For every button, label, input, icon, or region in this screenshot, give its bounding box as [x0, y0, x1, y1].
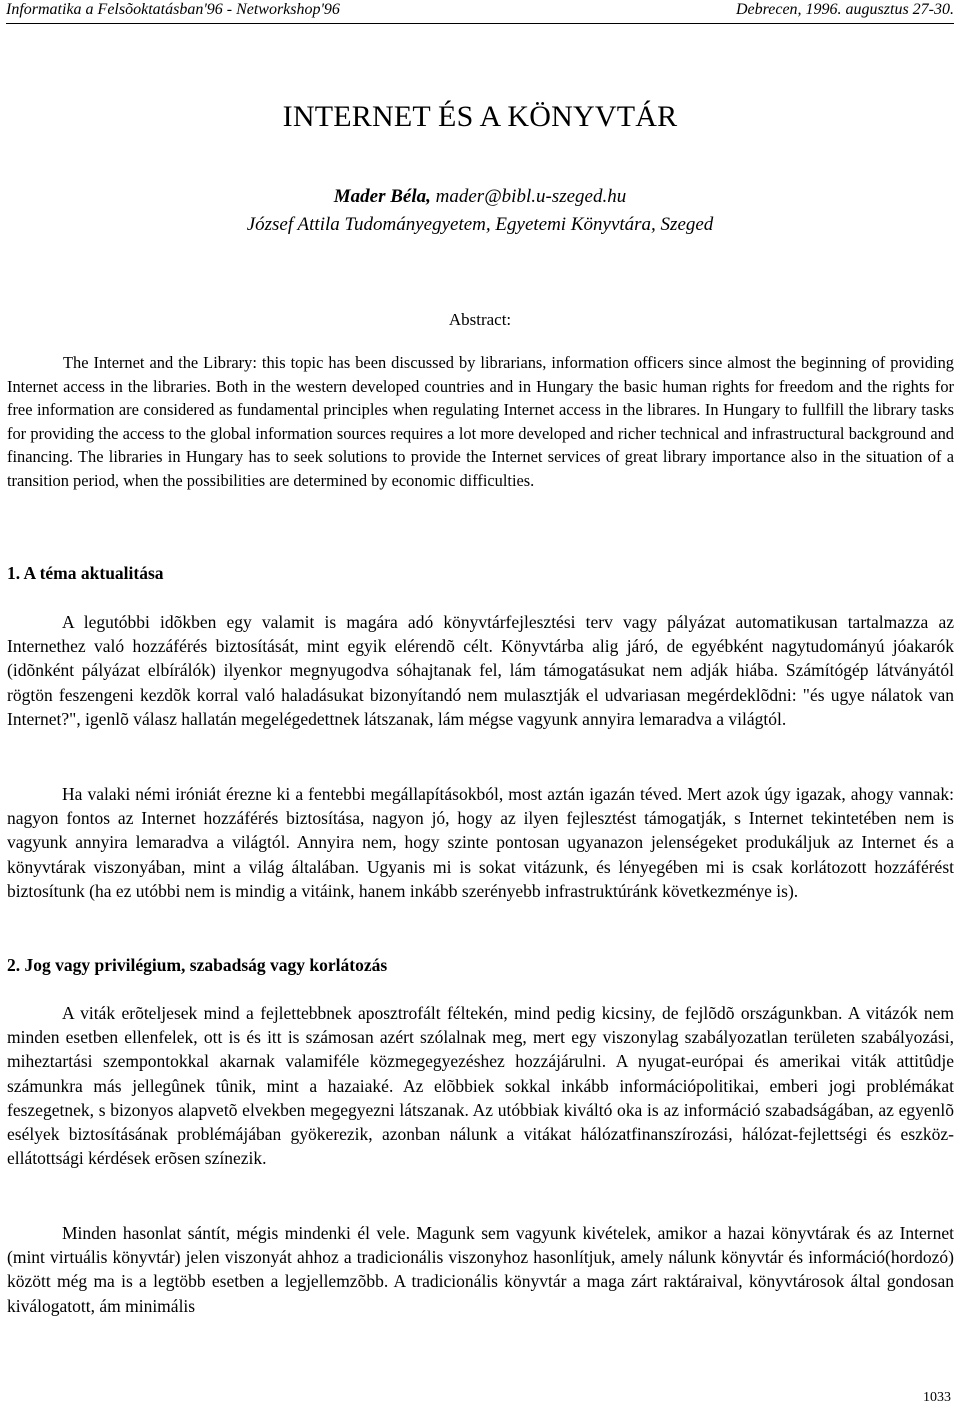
section-1-heading: 1. A téma aktualitása: [7, 563, 164, 583]
abstract-heading: Abstract:: [448, 310, 512, 329]
author-line: [0, 186, 960, 208]
abstract-text: The Internet and the Library: this topic has been discussed by librarians, information officers since almost the beginning of providing Internet access in the libraries. Both in the western developed countries and in Hungary the basic human rights for freedom and the rights for free information are considered as fundamental principles when regulating Internet access in the librares. In Hungary to fullfill the library tasks for providing the access to the global information sources requires a lot more developed and richer technical and infrastructural background and financing. The libraries in Hungary has to seek solutions to provide the Internet services of great library importance also in the situation of a transition period, when the possibilities are determined by economic difficulties.: [7, 353, 954, 490]
paper-title: INTERNET ÉS A KÖNYVTÁR: [282, 100, 678, 133]
section-2-paragraph-2: Minden hasonlat sántít, mégis mindenki él vele. Magunk sem vagyunk kivételek, amikor a hazai könyvtárak és az Internet (mint virtuális könyvtár) jelen viszonyát ahhoz a tradicionális viszonyhoz hasonlítjuk, amely nálunk könyvtár és információ(hordozó) között még ma is a legtöbb esetben a legjellemzõbb. A tradicionális könyvtár a maga zárt raktáraival, könyvtárosok által gondosan kiválogatott, ám minimális: [7, 1223, 954, 1316]
author-affiliation: József Attila Tudományegyetem, Egyetemi Könyvtára, Szeged: [246, 214, 714, 235]
section-2-paragraph-1: A viták erõteljesek mind a fejlettebbnek aposztrofált féltekén, mind pedig kicsiny, de fejlõdõ országunkban. A vitázók nem minden esetben ellenfelek, ott is és itt is számosan azért szólalnak meg, mert egy viszonylag szabályozatlan területen szabályozási, miheztartási szempontokkal akarnak valamiféle közmegegyezéshez hozzájárulni. A nyugat-európai és amerikai viták attitûdje számunkra más jellegûnek tûnik, mint a hazaiaké. Az elõbbiek sokkal inkább információpolitikai, emberi jogi problémákat feszegetnek, s bizonyos alapvetõ elvekben megegyezni látszanak. Az utóbbiak kiváltó oka is az információ szabadságában, az egyenlõ esélyek biztosításának problémájában gyökerezik, azonban nálunk a vitákat hálózatfinanszírozási, hálózat-fejlettségi és eszköz-ellátottsági kérdések erõsen színezik.: [7, 1003, 954, 1169]
section-2-heading: 2. Jog vagy privilégium, szabadság vagy korlátozás: [7, 955, 388, 975]
author-email: mader@bibl.u-szeged.hu: [435, 186, 627, 207]
header-right: Debrecen, 1996. augusztus 27-30.: [735, 1, 954, 18]
running-header: [6, 0, 954, 24]
author-name: Mader Béla,: [333, 186, 431, 207]
section-1-paragraph-2: Ha valaki némi iróniát érezne ki a fentebbi megállapításokból, most aztán igazán téved. Mert azok úgy igazak, ahogy vannak: nagyon fontos az Internet hozzáférés biztosítása, nagyon jó, hogy az ilyen fejlesztést támogatják, s Internet tekintetében nem is vagyunk annyira lemaradva a világtól. Annyira nem, hogy szinte pontosan ugyanazon jelenségeket produkáljuk az Internet és a könyvtárak viszonyában, mint a világ általában. Ugyanis mi is sokat vitázunk, és lényegében mi is csak korlátozott hozzáférést biztosítunk (ha ez utóbbi nem is mindig a vitáink, hanem inkább szerényebb infrastruktúránk következménye is).: [7, 784, 954, 901]
page-number: 1033: [923, 1390, 951, 1405]
header-left: Informatika a Felsõoktatásban'96 - Networkshop'96: [6, 1, 340, 18]
section-1-paragraph-1: A legutóbbi idõkben egy valamit is magára adó könyvtárfejlesztési terv vagy pályázat automatikusan tartalmazza az Internethez való hozzáférés biztosítását, mint egyik elérendõ célt. Könyvtárba alig járó, de egyébként nagytudományú jóakarók (idõnként pályázat elbírálók) ilyenkor megnyugodva sóhajtanak fel, lám támogatásukat nem adják hiába. Számítógép látványától rögtön feszengeni kezdõk korral való haladásukat bizonyítandó nem mulasztják el udvariasan megérdeklõdni: "és ugye nálatok van Internet?", igenlõ válasz hallatán megelégedettnek látszanak, lám mégse vagyunk annyira lemaradva a világtól.: [7, 612, 954, 729]
